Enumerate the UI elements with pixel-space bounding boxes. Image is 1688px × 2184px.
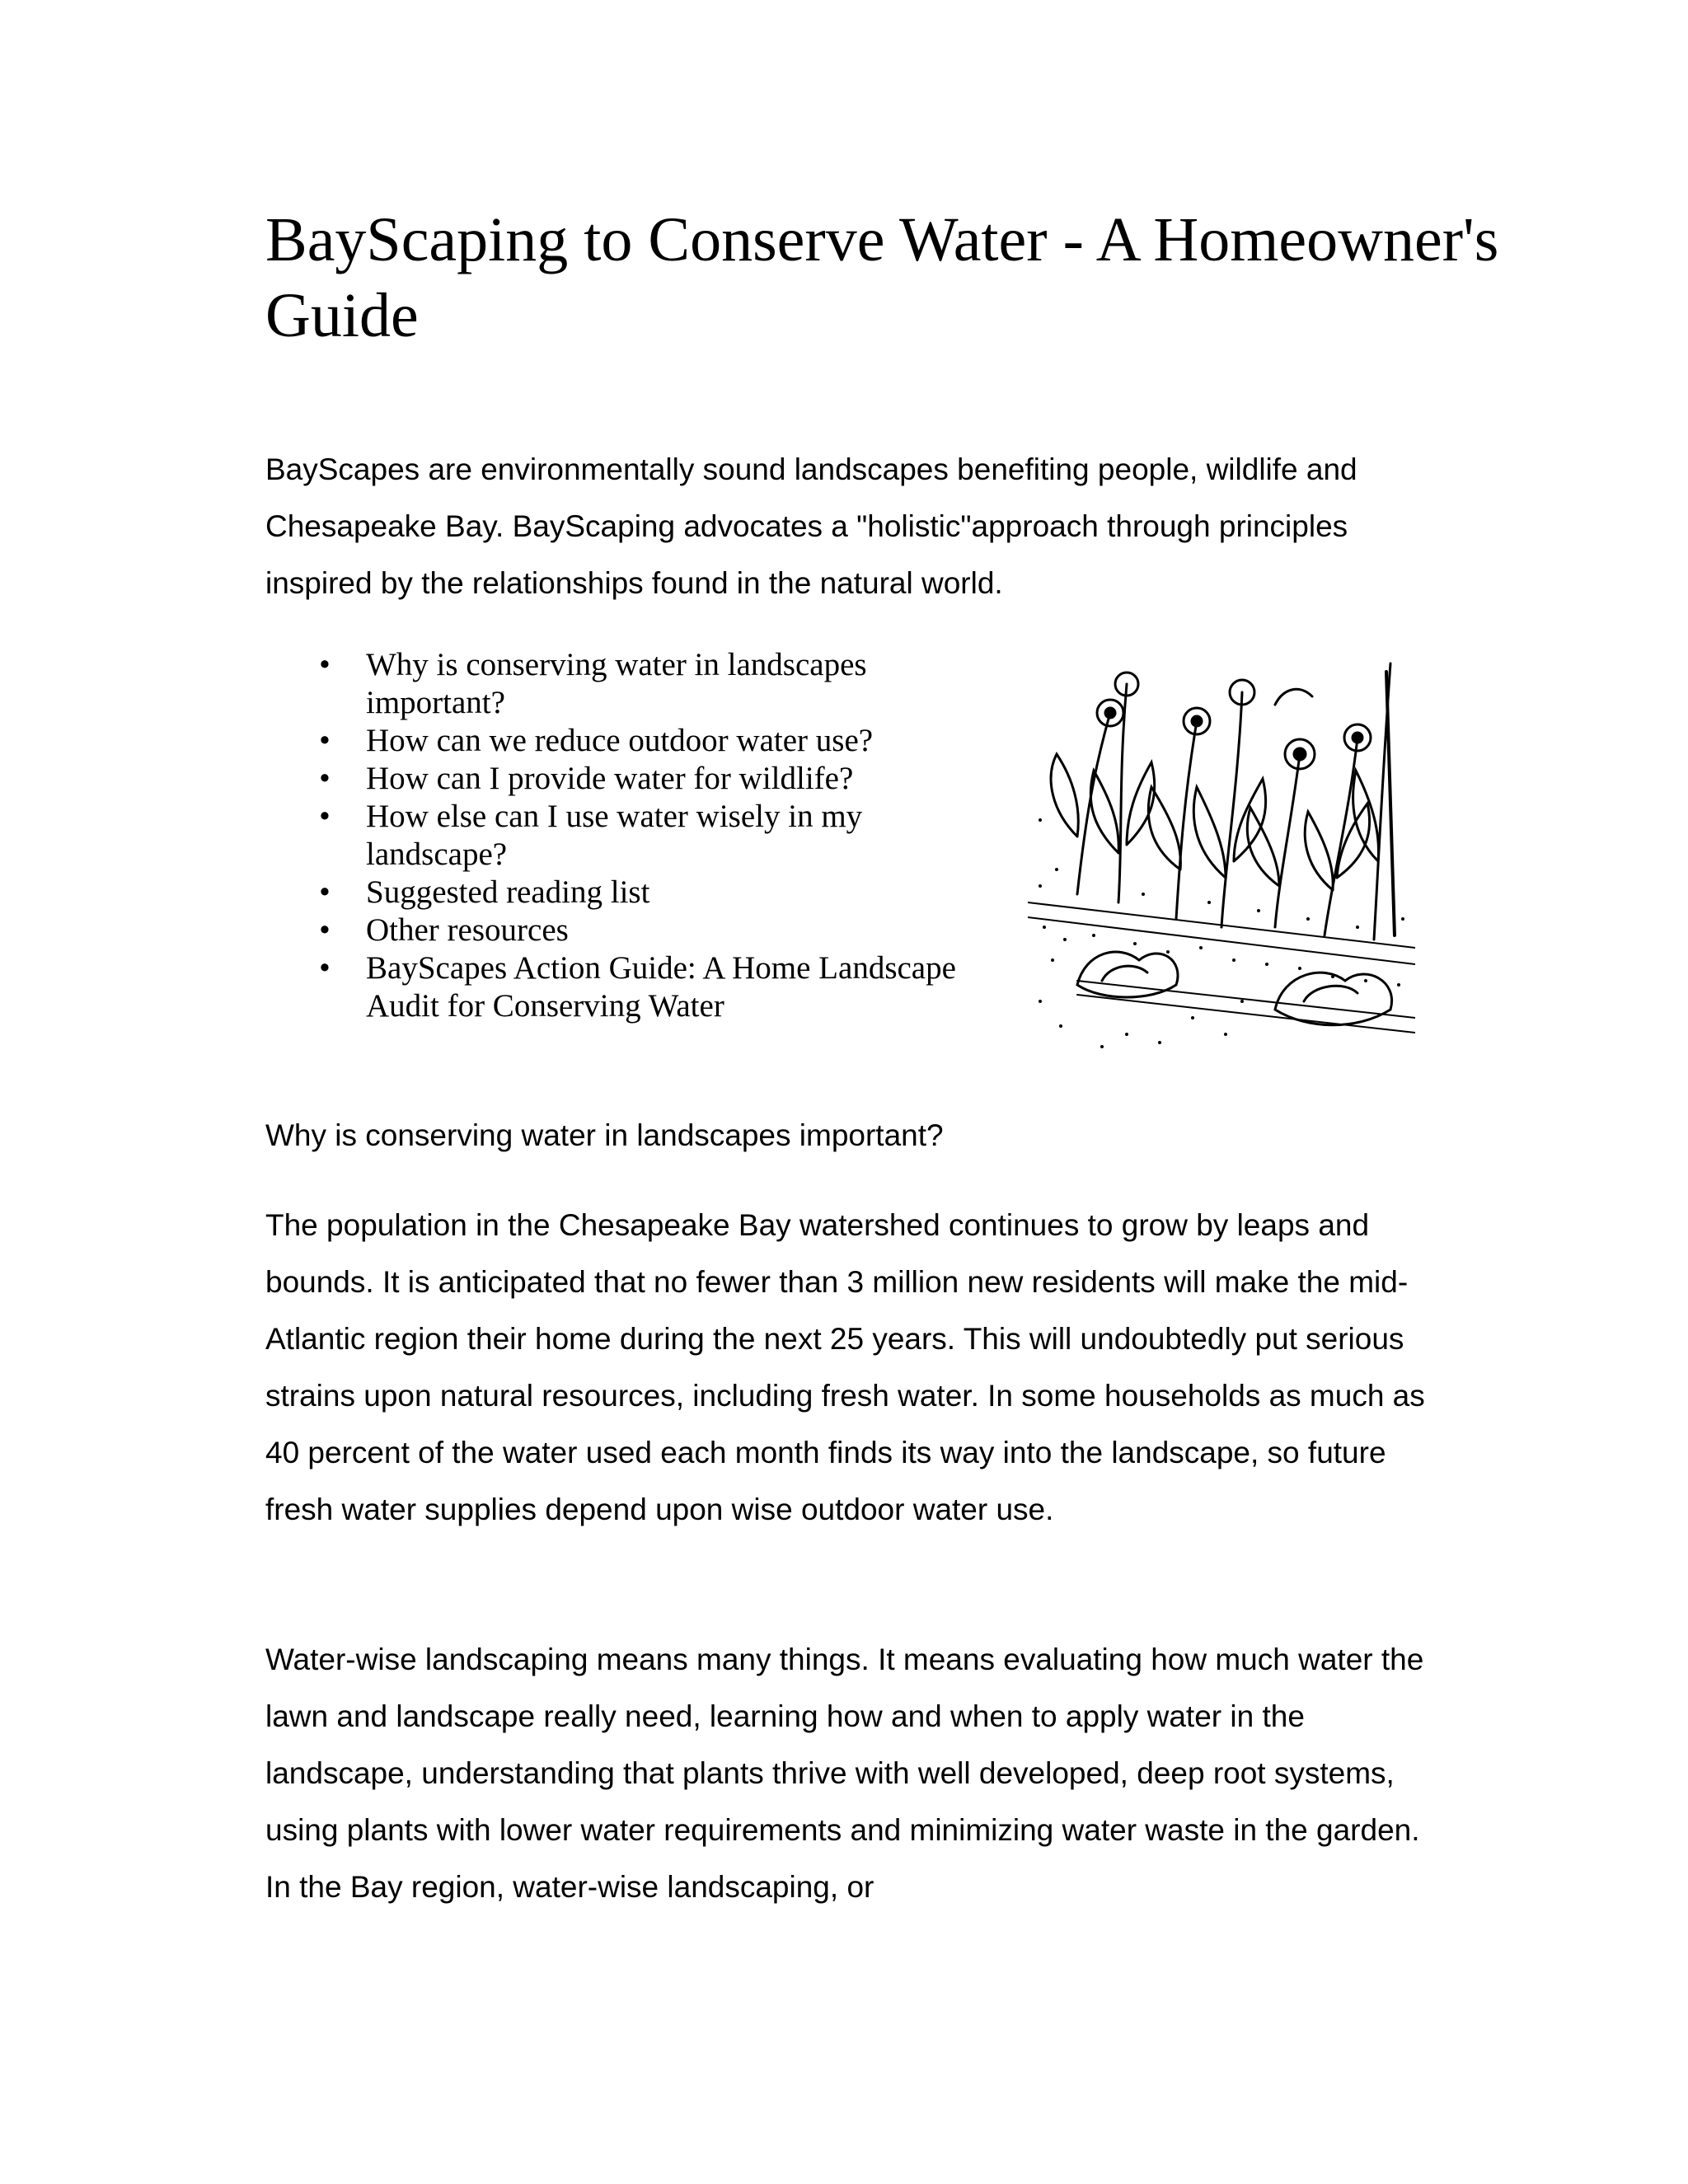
section-heading: Why is conserving water in landscapes important?: [265, 1118, 944, 1152]
garden-illustration: [1028, 655, 1415, 1055]
bullet-icon: •: [319, 912, 331, 948]
toc-item[interactable]: [319, 646, 1007, 722]
toc-item[interactable]: [319, 874, 1007, 912]
toc-item[interactable]: [319, 722, 1007, 760]
body-paragraph: Water-wise landscaping means many things. It means evaluating how much water the lawn and landscape really need, learning how and when to apply water in the landscape, understanding that plants thrive with well developed, deep root systems, using plants with lower water requirements and minimizing water waste in the garden. In the Bay region, water-wise landscaping, or: [265, 1643, 1424, 1904]
bullet-icon: •: [319, 950, 331, 986]
toc-item-label[interactable]: How can we reduce outdoor water use?: [366, 723, 874, 758]
bullet-icon: •: [319, 761, 331, 796]
toc-item-label[interactable]: Why is conserving water in landscapes important?: [366, 647, 867, 720]
toc-item-label[interactable]: How can I provide water for wildlife?: [366, 761, 854, 796]
toc-item[interactable]: [319, 798, 1007, 874]
toc-item[interactable]: [319, 912, 1007, 949]
bullet-icon: •: [319, 874, 331, 910]
bullet-icon: •: [319, 799, 331, 834]
bullet-icon: •: [319, 723, 331, 758]
table-of-contents: [265, 646, 1007, 1025]
page-title: BayScaping to Conserve Water - A Homeowner's Guide: [265, 205, 1499, 350]
toc-item[interactable]: [319, 949, 1007, 1025]
toc-item-label[interactable]: BayScapes Action Guide: A Home Landscape Audit for Conserving Water: [366, 950, 956, 1024]
toc-item-label[interactable]: How else can I use water wisely in my landscape?: [366, 799, 863, 872]
bullet-icon: •: [319, 647, 331, 682]
intro-paragraph: BayScapes are environmentally sound landscapes benefiting people, wildlife and Chesapeake Bay. BayScaping advocates a "holistic"approach through principles inspired by the relationships found in the natural world.: [265, 452, 1357, 600]
toc-item-label[interactable]: Other resources: [366, 912, 569, 948]
toc-item[interactable]: [319, 760, 1007, 798]
garden-drawing-icon: [1028, 655, 1415, 1055]
body-paragraph: The population in the Chesapeake Bay watershed continues to grow by leaps and bounds. It is anticipated that no fewer than 3 million new residents will make the mid-Atlantic region their home during the next 25 years. This will undoubtedly put serious strains upon natural resources, including fresh water. In some households as much as 40 percent of the water used each month finds its way into the landscape, so future fresh water supplies depend upon wise outdoor water use.: [265, 1208, 1425, 1526]
toc-item-label[interactable]: Suggested reading list: [366, 874, 650, 910]
